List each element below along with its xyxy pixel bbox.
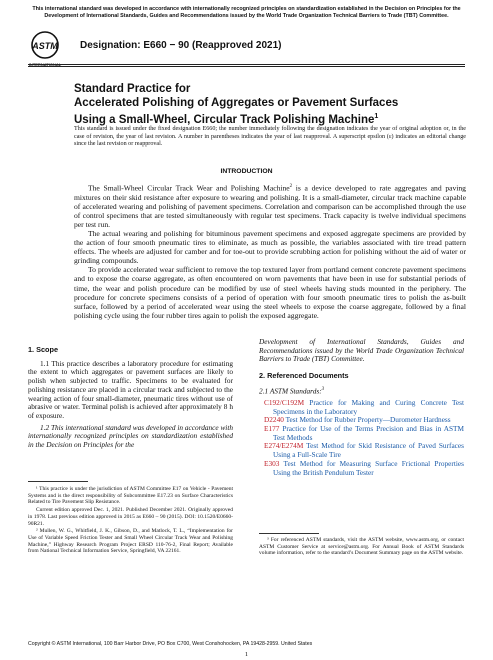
reference-list [259,399,464,477]
intro-footnote-mark: 2 [289,184,293,189]
scope-heading: 1. Scope [28,345,59,354]
reference-link-e274[interactable]: E274/E274M [264,441,304,451]
page-number: 1 [244,651,249,658]
footnote-1: ¹ This practice is under the jurisdiction of ASTM Committee E17 on Vehicle - Pavement Systems and is the direct responsibility of Subcommittee E17.23 on Surface Characteristics Related to Tire Pavement Slip Resistance. [28,486,233,506]
footnotes-left [28,486,233,556]
reference-item: E274/E274M Test Method for Skid Resistance of Paved Surfaces Using a Full-Scale Tire [264,441,464,460]
header-rule [28,64,465,65]
designation: Designation: E660 − 90 (Reapproved 2021) [80,40,282,51]
reference-item: E177 Practice for Use of the Terms Precision and Bias in ASTM Test Methods [264,424,464,442]
introduction-heading: INTRODUCTION [220,168,273,175]
reference-item: C192/C192M Practice for Making and Curing Concrete Test Specimens in the Laboratory [264,397,464,416]
reference-item: E303 Test Method for Measuring Surface Frictional Properties Using the British Pendulum Tester [264,458,464,477]
footnotes-right [259,537,464,558]
intro-paragraph-1: The Small-Wheel Circular Track Wear and Polishing Machine$^2$ is a device developed to rate aggregates and paving mixtures on their skid resistance after exposure to wearing and polishing. It is a small-diameter, circular track machine capable of accelerated wearing and polishing of pavement specimens. Correlation and comparison can be accomplished through the use of control specimens that are tested simultaneously with regular test specimens. Track capacity is twelve individual specimens per test run. [74,183,466,229]
scope-1-1: 1.1 This practice describes a laboratory procedure for estimating the extent to which aggregates or pavement surfaces are likely to polish when subjected to traffic. Specimens to be evaluated for polishing resistance are placed in a circular track and subjected to the wearing action of four small-diameter, pneumatic tires without use of abrasive or water. Terminal polish is achieved after approximately 8 h of exposure. [28,358,233,420]
standard-note: This standard is issued under the fixed designation E660; the number immediately following the designation indicates the year of original adoption or, in the case of revision, the year of last revision. A number in parentheses indicates the year of last reapproval. A superscript epsilon (ε) indicates an editorial change since the last revision or reapproval. [74,126,466,147]
header-rule-2 [28,66,465,67]
wto-notice: This international standard was developed in accordance with internationally recognized principles on standardization established in the Decision on Principles for the Development of International Standards, Guides and Recommendations issued by the World Trade Organization Technical Barriers to Trade (TBT) Committee. [32,6,461,19]
introduction [74,182,466,320]
scope-1-2-continued: Development of International Standards, Guides and Recommendations issued by the World Trade Organization Technical Barriers to Trade (TBT) Committee. [259,337,464,364]
title-line-2: Accelerated Polishing of Aggregates or Pavement Surfaces [74,97,399,109]
document-title [74,82,474,127]
footnote-3: ³ For referenced ASTM standards, visit the ASTM website, www.astm.org, or contact ASTM Customer Service at service@astm.org. For Annual Book of ASTM Standards volume information, refer to the standard’s Document Summary page on the ASTM website. [259,537,464,557]
references-heading: 2. Referenced Documents [259,371,349,381]
logo-text: ASTM [32,41,58,51]
reference-link-c192[interactable]: C192/C192M [264,397,305,407]
footnote-rule-left [28,481,88,482]
footnote-rule-right [259,533,319,534]
references-intro: 2.1 ASTM Standards:$^3$ [259,386,325,396]
reference-link-d2240[interactable]: D2240 [264,415,284,425]
intro-paragraph-3: To provide accelerated wear sufficient to remove the top textured layer from portland cement concrete pavement specimens and to expose the coarse aggregate, as often encountered on worn pavements that have been in use for substantial periods of time, the wear and polish procedure can be modified by use of steel wheels having studs mounted in the periphery. The procedure for concrete specimens consists of a period of operation with four smooth pneumatic tires to polish the as-built surface, followed by a period of accelerated wear using the steel wheels to expose the coarse aggregate, followed by a final polishing cycle using the four rubber tires again to polish the exposed aggregate. [74,265,466,320]
title-line-1: Standard Practice for [74,83,191,95]
reference-link-e303[interactable]: E303 [264,458,280,468]
title-line-3: Using a Small-Wheel, Circular Track Polishing Machine$^1$ [74,113,379,126]
footnote-1b: Current edition approved Dec. 1, 2021. Published December 2021. Originally approved in 1978. Last previous edition approved in 2015 as E660 – 90 (2015). DOI: 10.1520/E0660-90R21. [28,507,233,527]
scope-1-2: 1.2 This international standard was developed in accordance with internationally recognized principles on standardization established in the Decision on Principles for the [28,422,234,450]
reference-link-e177[interactable]: E177 [264,424,280,434]
left-column [28,346,233,450]
intro-paragraph-2: The actual wearing and polishing for bituminous pavement specimens and exposed aggregate specimens are provided by the action of four smooth pneumatic tires to eliminate, as much as possible, the variables associated with tire tread pattern effects. The wheels are adjusted for camber and for toe-out to provide scrubbing action for polishing without the aid of water or grinding compounds. [74,229,466,266]
right-column [259,338,464,477]
title-footnote-mark: 1 [374,113,379,120]
reference-item: D2240 Test Method for Rubber Property—Durometer Hardness [264,415,451,425]
footnote-2: ² Mullen, W. G., Whitfield, J. K., Gibson, D., and Matlock, T. L., “Implementation for Use of Variable Speed Friction Tester and Small Wheel Circular Track Wear and Polishing Machine,” Highway Research Program Project ERSD 110-76-2, Final Report; Available from National Technical Information Service, Springfield, VA 22161. [28,528,233,555]
copyright-footer: Copyright © ASTM International, 100 Barr Harbor Drive, PO Box C700, West Conshohocken, PA 19428-2959. United States [28,641,313,647]
